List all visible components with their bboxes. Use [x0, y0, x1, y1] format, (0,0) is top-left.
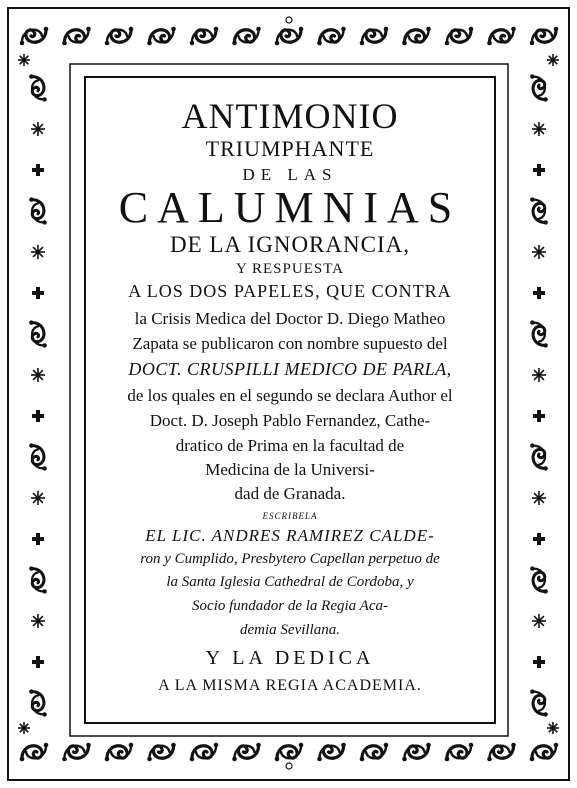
scroll-ornament [530, 197, 548, 224]
star-ornament [31, 122, 45, 136]
star-ornament [31, 491, 45, 505]
cross-ornament [32, 164, 44, 176]
title-line-6: Y RESPUESTA [235, 261, 344, 277]
body-line-10: DOCT. CRUSPILLI MEDICO DE PARLA, [128, 359, 452, 379]
cross-ornament [32, 656, 44, 668]
star-ornament [532, 122, 546, 136]
star-ornament [547, 722, 559, 734]
scroll-ornament [232, 27, 261, 46]
body-line-23: A LA MISMA REGIA ACADEMIA. [158, 677, 422, 694]
star-ornament [532, 368, 546, 382]
title-main: ANTIMONIO [181, 96, 399, 136]
cross-ornament [533, 656, 545, 668]
body-line-22: Y LA DEDICA [205, 647, 375, 669]
cross-ornament [533, 287, 545, 299]
scroll-ornament [530, 74, 548, 101]
scroll-ornament [487, 743, 516, 762]
cross-ornament [32, 533, 44, 545]
cross-ornament [32, 287, 44, 299]
body-line-12: Doct. D. Joseph Pablo Fernandez, Cathe- [149, 411, 431, 430]
scroll-ornament [360, 743, 389, 762]
scroll-ornament [232, 743, 261, 762]
body-line-20: Socio fundador de la Regia Aca- [192, 598, 388, 614]
scroll-ornament [147, 27, 176, 46]
scroll-ornament [62, 743, 91, 762]
scroll-ornament [190, 27, 219, 46]
scroll-ornament [530, 27, 559, 46]
scroll-ornament [530, 689, 548, 716]
body-line-15: dad de Granada. [234, 484, 346, 503]
star-ornament [18, 722, 30, 734]
scroll-ornament [20, 27, 49, 46]
title-line-3: DE LAS [242, 165, 338, 184]
scroll-ornament [317, 743, 346, 762]
star-ornament [532, 614, 546, 628]
body-line-8: la Crisis Medica del Doctor D. Diego Matheo [134, 309, 446, 328]
scroll-ornament [105, 27, 134, 46]
star-ornament [532, 491, 546, 505]
scroll-ornament [20, 743, 49, 762]
cross-ornament [32, 410, 44, 422]
star-ornament [31, 245, 45, 259]
scroll-ornament [29, 566, 47, 593]
title-line-5: DE LA IGNORANCIA, [170, 232, 410, 257]
body-line-14: Medicina de la Universi- [205, 460, 375, 479]
scroll-ornament [29, 320, 47, 347]
scroll-ornament [190, 743, 219, 762]
scroll-ornament [402, 743, 431, 762]
scroll-ornament [275, 27, 304, 46]
scroll-ornament [487, 27, 516, 46]
cross-ornament [533, 410, 545, 422]
scroll-ornament [29, 689, 47, 716]
star-ornament [547, 54, 559, 66]
scroll-ornament [402, 27, 431, 46]
scroll-ornament [62, 27, 91, 46]
body-line-18: ron y Cumplido, Presbytero Capellan perpetuo de [140, 551, 440, 567]
scroll-ornament [530, 743, 559, 762]
body-line-13: dratico de Prima en la facultad de [175, 436, 405, 455]
scroll-ornament [29, 443, 47, 470]
cross-ornament [533, 533, 545, 545]
body-line-17: EL LIC. ANDRES RAMIREZ CALDE- [145, 526, 435, 545]
scroll-ornament [360, 27, 389, 46]
scroll-ornament [530, 443, 548, 470]
star-ornament [31, 614, 45, 628]
body-line-19: la Santa Iglesia Cathedral de Cordoba, y [166, 574, 414, 590]
scroll-ornament [530, 320, 548, 347]
body-line-11: de los quales en el segundo se declara Author el [127, 386, 453, 405]
title-line-7: A LOS DOS PAPELES, QUE CONTRA [128, 281, 452, 301]
body-line-16: ESCRIBELA [262, 511, 318, 521]
star-ornament [532, 245, 546, 259]
cross-ornament [533, 164, 545, 176]
scroll-ornament [29, 197, 47, 224]
star-ornament [31, 368, 45, 382]
scroll-ornament [530, 566, 548, 593]
scroll-ornament [105, 743, 134, 762]
scroll-ornament [445, 27, 474, 46]
scroll-ornament [317, 27, 346, 46]
scroll-ornament [275, 743, 304, 762]
body-line-9: Zapata se publicaron con nombre supuesto del [132, 334, 448, 353]
title-line-4: CALUMNIAS [118, 183, 462, 232]
scroll-ornament [445, 743, 474, 762]
body-line-21: demia Sevillana. [240, 622, 340, 638]
star-ornament [18, 54, 30, 66]
title-line-2: TRIUMPHANTE [205, 136, 375, 161]
scroll-ornament [147, 743, 176, 762]
scroll-ornament [29, 74, 47, 101]
